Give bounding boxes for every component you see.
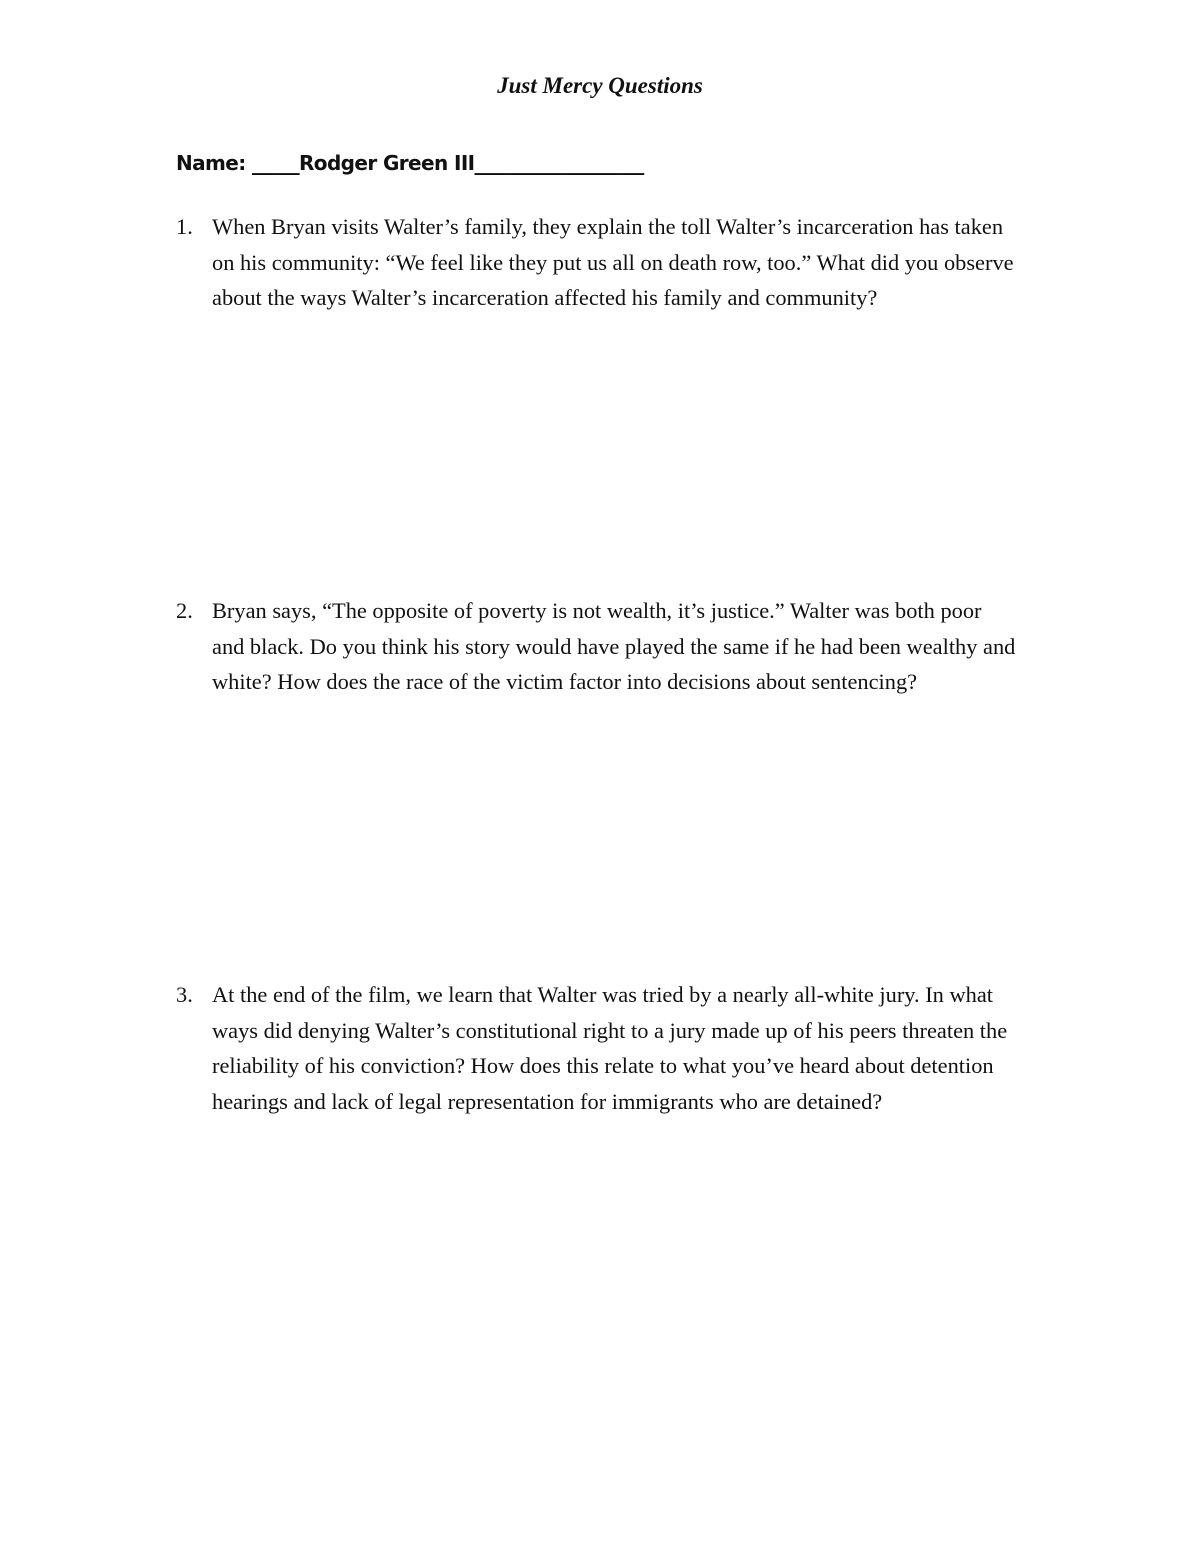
question-text-line: hearings and lack of legal representation for immigrants who are detained?: [212, 1088, 883, 1114]
question-number: 3.: [176, 982, 193, 1007]
question-text: [212, 977, 1076, 1119]
question-text: [212, 593, 1076, 700]
question-text-line: about the ways Walter’s incarceration affected his family and community?: [212, 285, 878, 310]
question-text-line: When Bryan visits Walter’s family, they explain the toll Walter’s incarceration has taken: [212, 214, 1004, 239]
question-text-line: At the end of the film, we learn that Walter was tried by a nearly all-white jury. In what: [212, 982, 993, 1007]
document-title: Just Mercy Questions: [497, 73, 703, 98]
question-number: 1.: [176, 214, 193, 239]
question-text: [212, 209, 1076, 316]
question-text-line: ways did denying Walter’s constitutional right to a jury made up of his peers threaten the: [212, 1017, 1008, 1043]
question-text-line: on his community: “We feel like they put us all on death row, too.” What did you observe: [212, 249, 1014, 275]
question-text-line: Bryan says, “The opposite of poverty is not wealth, it’s justice.” Walter was both poor: [212, 598, 982, 623]
question-number: 2.: [176, 598, 193, 623]
question-text-line: reliability of his conviction? How does this relate to what you’ve heard about detention: [212, 1053, 994, 1078]
question-text-line: white? How does the race of the victim factor into decisions about sentencing?: [212, 669, 918, 694]
question-text-line: and black. Do you think his story would have played the same if he had been wealthy and: [212, 633, 1016, 659]
name-field-line: Name: _____Rodger Green III__________________: [176, 151, 644, 175]
